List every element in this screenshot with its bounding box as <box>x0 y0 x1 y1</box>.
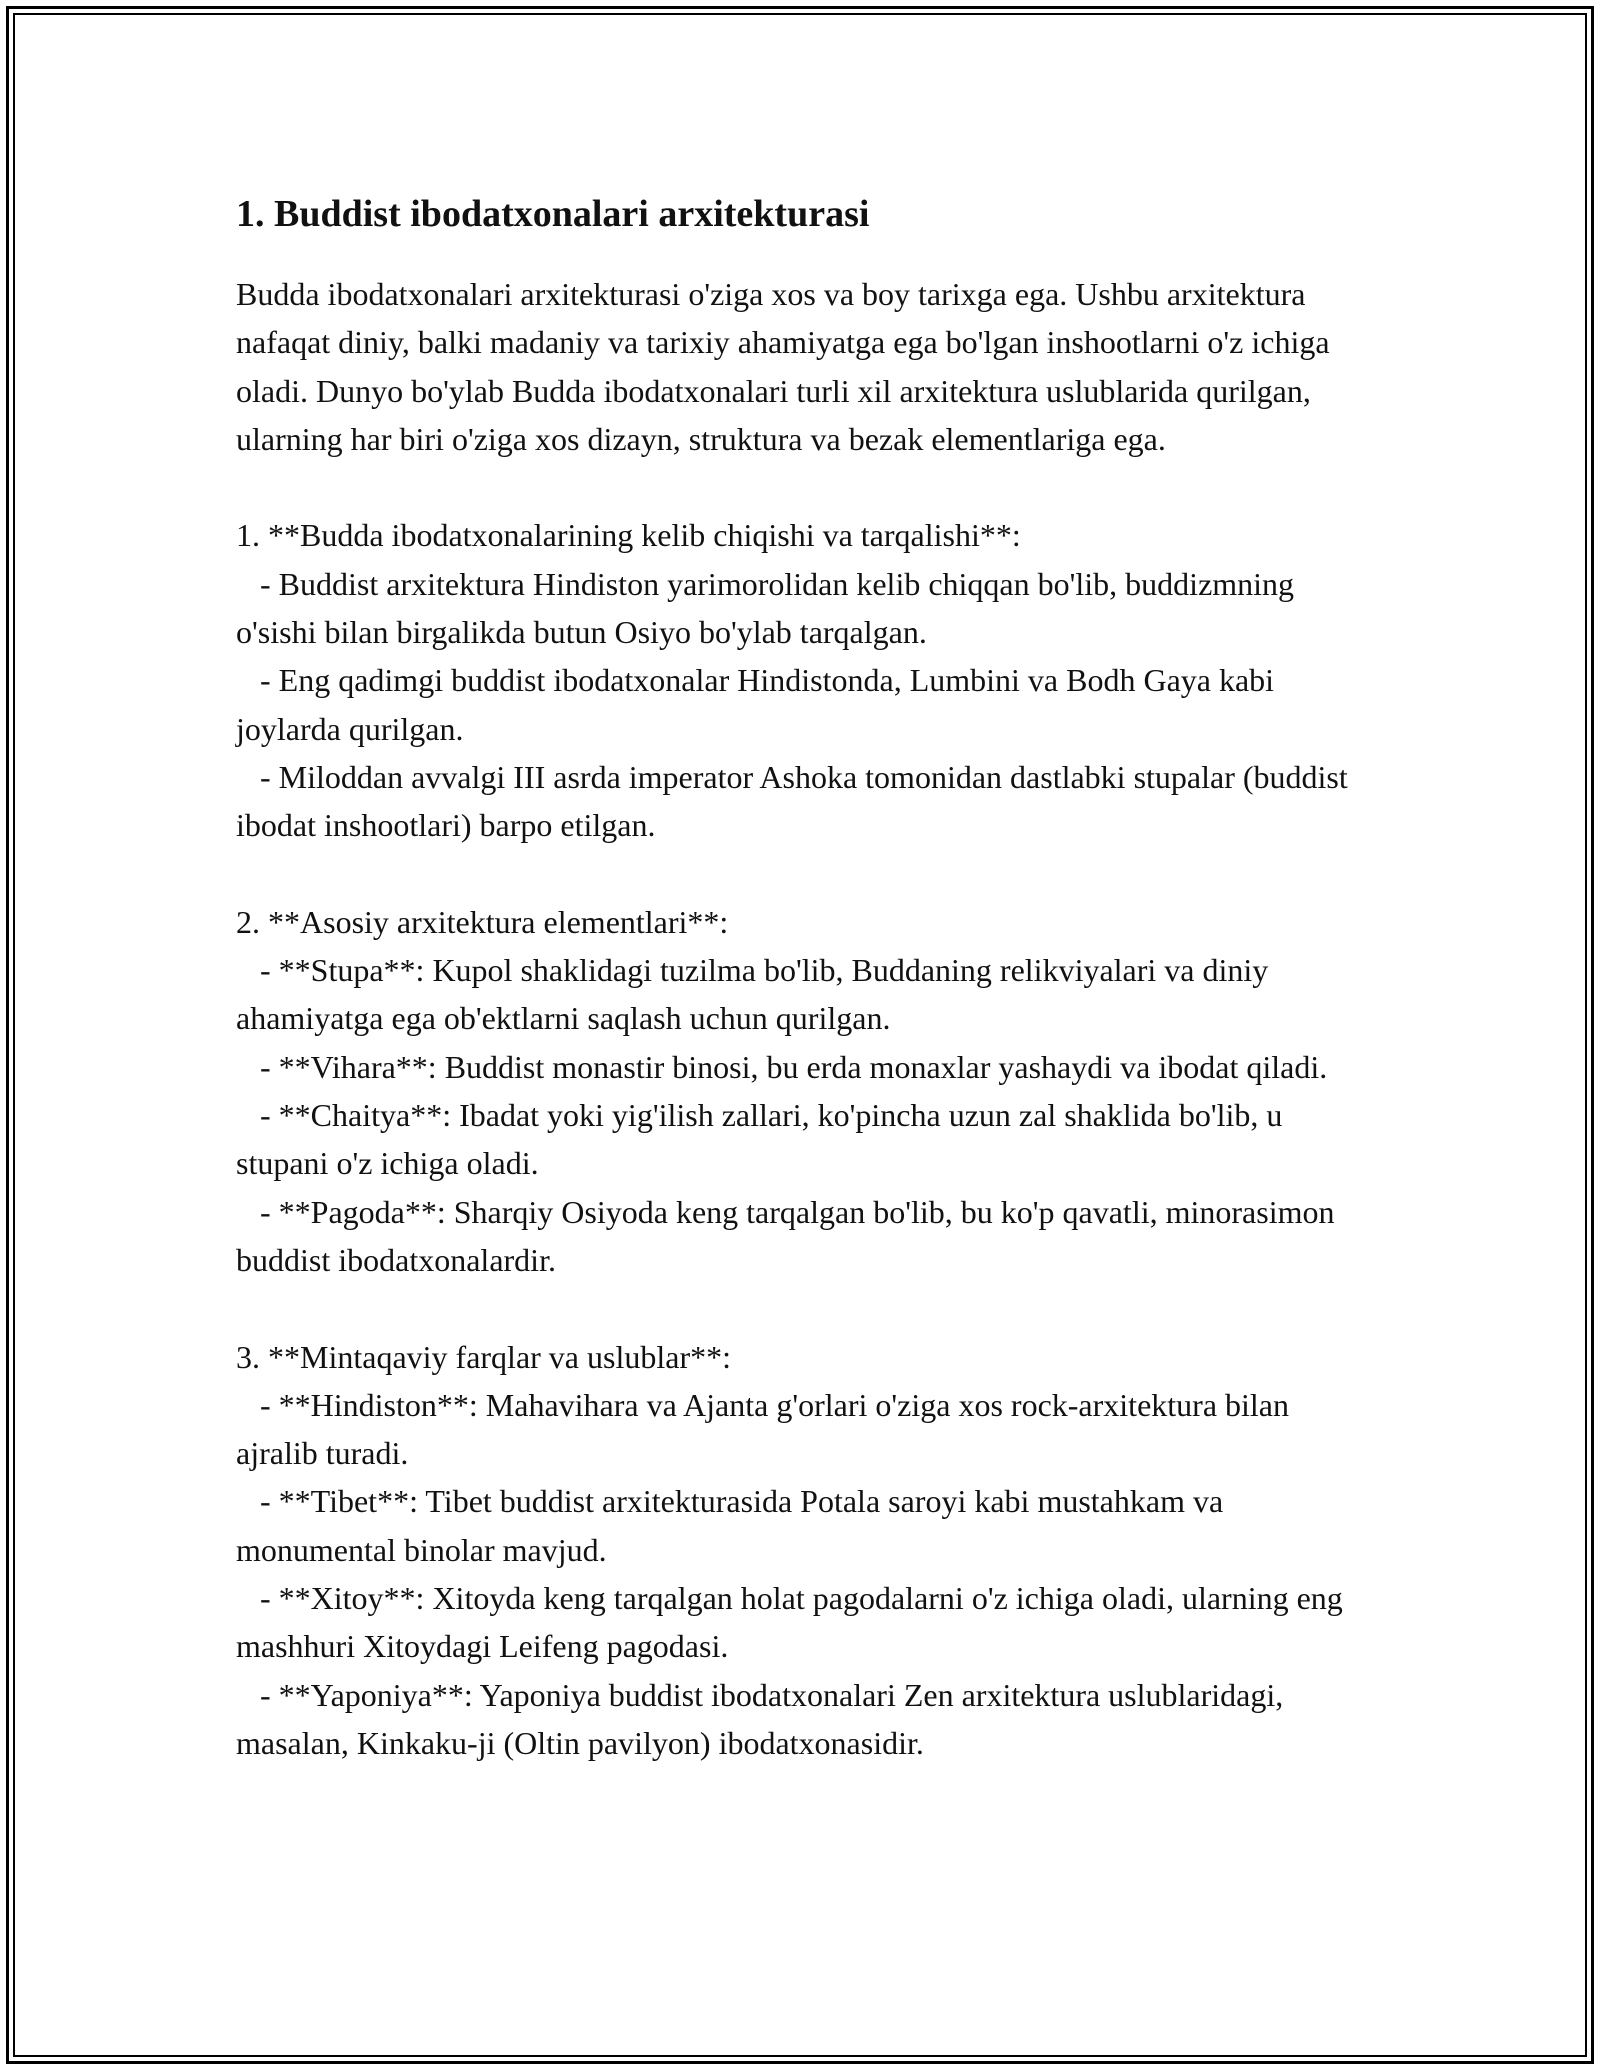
section-title: 2. **Asosiy arxitektura elementlari**: <box>236 903 729 940</box>
list-item: - **Xitoy**: Xitoyda keng tarqalgan holat pagodalarni o'z ichiga oladi, ularning eng mashhuri Xitoydagi Leifeng pagodasi. <box>236 1580 1351 1665</box>
list-item: - **Tibet**: Tibet buddist arxitekturasida Potala saroyi kabi mustahkam va monumental binolar mavjud. <box>236 1483 1232 1568</box>
list-item: - **Pagoda**: Sharqiy Osiyoda keng tarqalgan bo'lib, bu ko'p qavatli, minorasimon buddist ibodatxonalardir. <box>236 1193 1343 1278</box>
document-heading: 1. Buddist ibodatxonalari arxitekturasi <box>236 193 870 235</box>
section-elements <box>236 898 1376 1284</box>
list-item: - **Vihara**: Buddist monastir binosi, bu erda monaxlar yashaydi va ibodat qiladi. <box>236 1048 1328 1085</box>
list-item: - Miloddan avvalgi III asrda imperator Ashoka tomonidan dastlabki stupalar (buddist ibodat inshootlari) barpo etilgan. <box>236 758 1356 844</box>
list-item: - **Stupa**: Kupol shaklidagi tuzilma bo'lib, Buddaning relikviyalari va diniy ahamiyatga ega ob'ektlarni saqlash uchun qurilgan. <box>236 952 1277 1037</box>
section-title: 3. **Mintaqaviy farqlar va uslublar**: <box>236 1338 731 1375</box>
section-title: 1. **Budda ibodatxonalarining kelib chiqishi va tarqalishi**: <box>236 517 1021 554</box>
spacer <box>236 850 1376 898</box>
list-item: - Eng qadimgi buddist ibodatxonalar Hindistonda, Lumbini va Bodh Gaya kabi joylarda qurilgan. <box>236 662 1283 747</box>
document-body <box>236 188 1376 1767</box>
section-regional-styles <box>236 1333 1376 1768</box>
list-item: - **Chaitya**: Ibadat yoki yig'ilish zallari, ko'pincha uzun zal shaklida bo'lib, u stupani o'z ichiga oladi. <box>236 1097 1291 1182</box>
list-item: - **Yaponiya**: Yaponiya buddist ibodatxonalari Zen arxitektura uslublaridagi, masalan, Kinkaku-ji (Oltin pavilyon) ibodatxonasidir. <box>236 1676 1292 1761</box>
intro-paragraph: Budda ibodatxonalari arxitekturasi o'ziga xos va boy tarixga ega. Ushbu arxitektura nafaqat diniy, balki madaniy va tarixiy ahamiyatga ega bo'lgan inshootlarni o'z ichiga oladi. Dunyo bo'ylab Budda ibodatxonalari turli xil arxitektura uslublarida qurilgan, ularning har biri o'ziga xos dizayn, struktura va bezak elementlariga ega. <box>236 276 1338 457</box>
spacer <box>236 463 1376 511</box>
list-item: - **Hindiston**: Mahavihara va Ajanta g'orlari o'ziga xos rock-arxitektura bilan ajralib turadi. <box>236 1386 1297 1472</box>
list-item: - Buddist arxitektura Hindiston yarimorolidan kelib chiqqan bo'lib, buddizmning o'sishi bilan birgalikda butun Osiyo bo'ylab tarqalgan. <box>236 565 1303 651</box>
section-origins <box>236 511 1376 849</box>
spacer <box>236 1284 1376 1332</box>
